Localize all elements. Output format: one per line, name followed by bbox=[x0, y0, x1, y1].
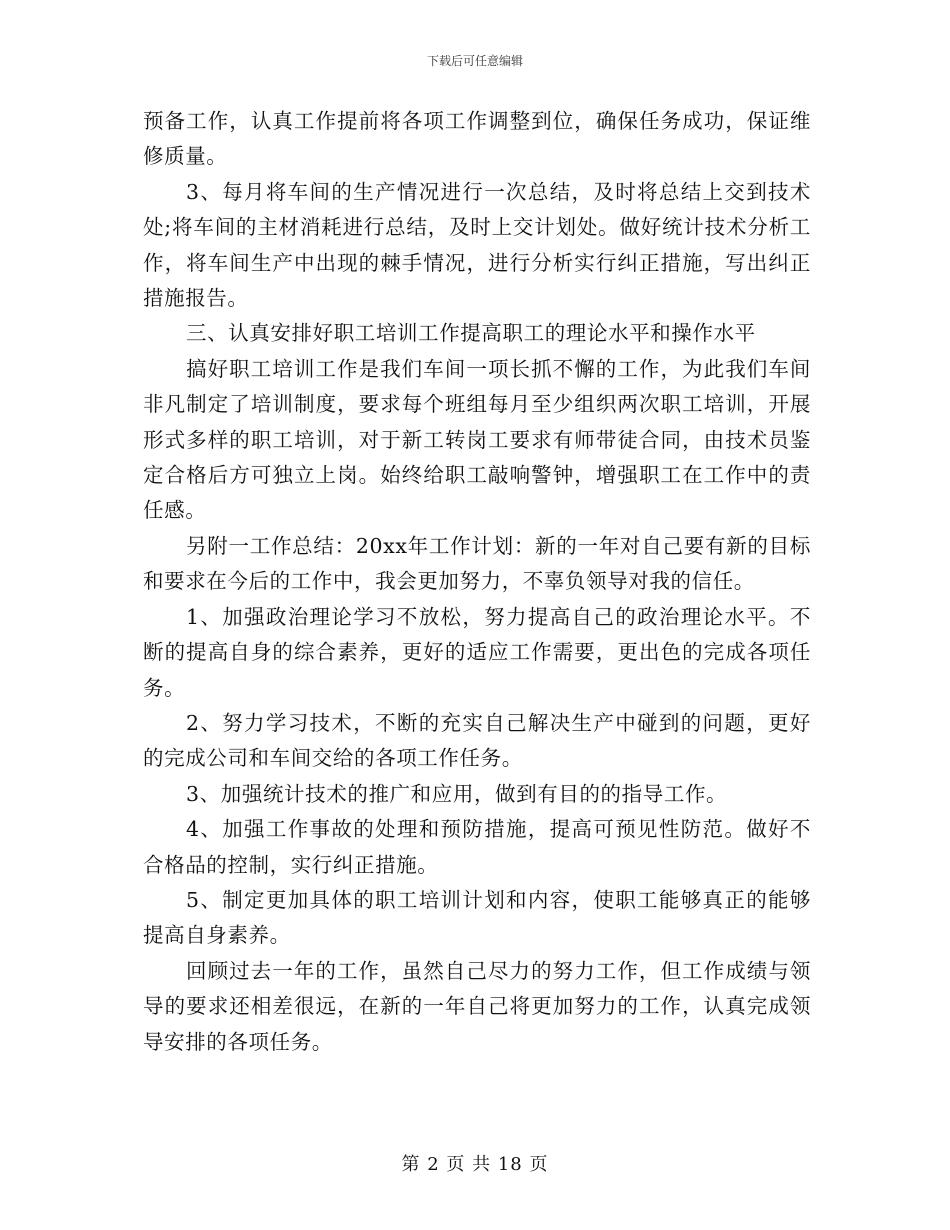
paragraph-2: 3、每月将车间的生产情况进行一次总结，及时将总结上交到技术处;将车间的主材消耗进行总结，及时上交计划处。做好统计技术分析工作，将车间生产中出现的棘手情况，进行分析实行纠正措施，写出纠正措施报告。 bbox=[143, 179, 811, 311]
plan-item-5: 5、制定更加具体的职工培训计划和内容，使职工能够真正的能够提高自身素养。 bbox=[143, 887, 811, 948]
plan-item-2: 2、努力学习技术，不断的充实自己解决生产中碰到的问题，更好的完成公司和车间交给的各项工作任务。 bbox=[143, 710, 811, 771]
closing-paragraph: 回顾过去一年的工作，虽然自己尽力的努力工作，但工作成绩与领导的要求还相差很远，在新的一年自己将更加努力的工作，认真完成领导安排的各项任务。 bbox=[143, 958, 811, 1054]
paragraph-5: 另附一工作总结：20xx年工作计划：新的一年对自己要有新的目标和要求在今后的工作中，我会更加努力，不辜负领导对我的信任。 bbox=[143, 533, 811, 594]
plan-item-1: 1、加强政治理论学习不放松，努力提高自己的政治理论水平。不断的提高自身的综合素养，更好的适应工作需要，更出色的完成各项任务。 bbox=[143, 604, 811, 700]
paragraph-4: 搞好职工培训工作是我们车间一项长抓不懈的工作，为此我们车间非凡制定了培训制度，要求每个班组每月至少组织两次职工培训，开展形式多样的职工培训，对于新工转岗工要求有师带徒合同，由技术员鉴定合格后方可独立上岗。始终给职工敲响警钟，增强职工在工作中的责任感。 bbox=[143, 356, 811, 523]
plan-item-4: 4、加强工作事故的处理和预防措施，提高可预见性防范。做好不合格品的控制，实行纠正措施。 bbox=[143, 817, 811, 877]
page-header: 下载后可任意编辑 bbox=[426, 54, 523, 68]
document-body bbox=[143, 104, 811, 1060]
section-heading-3: 三、认真安排好职工培训工作提高职工的理论水平和操作水平 bbox=[186, 321, 756, 346]
paragraph-1: 预备工作，认真工作提前将各项工作调整到位，确保任务成功，保证维修质量。 bbox=[143, 109, 811, 169]
page-number-footer: 第 2 页 共 18 页 bbox=[401, 1154, 549, 1175]
plan-item-3: 3、加强统计技术的推广和应用，做到有目的的指导工作。 bbox=[186, 781, 728, 806]
